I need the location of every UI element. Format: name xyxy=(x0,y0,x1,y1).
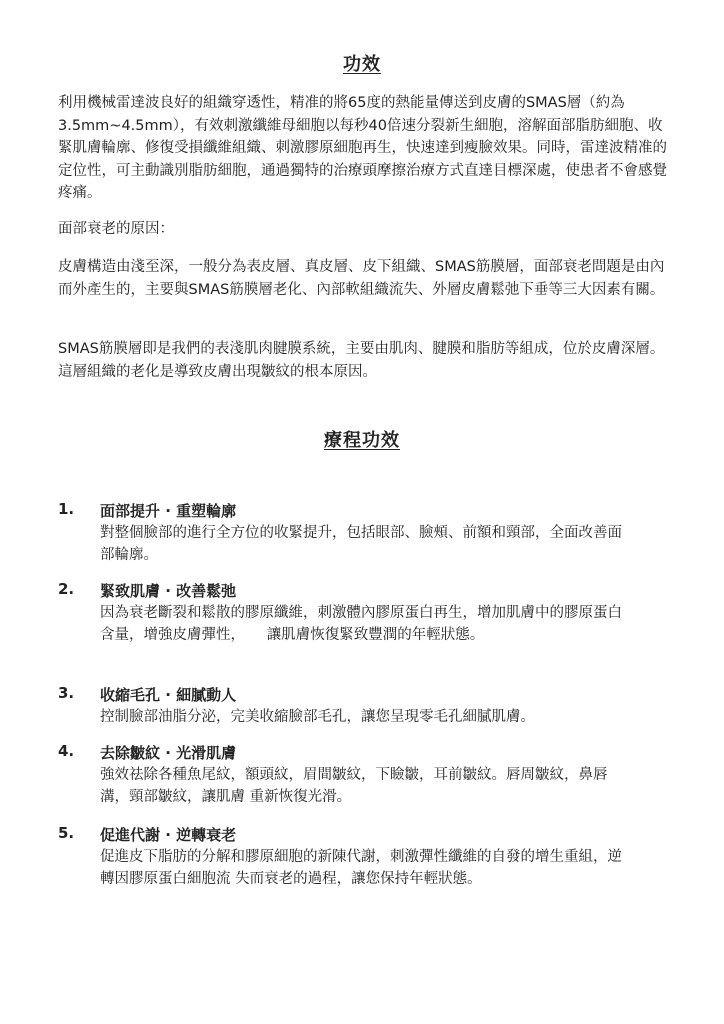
section-title-text: 療程功效 xyxy=(324,430,400,451)
item-body: 促進皮下脂肪的分解和膠原細胞的新陳代謝，刺激彈性纖維的自發的增生重組，逆轉因膠原蛋白細胞流 失而衰老的過程，讓您保持年輕狀態。 xyxy=(100,849,622,887)
item-body: 強效祛除各種魚尾紋，額頭紋，眉間皺紋，下瞼皺，耳前皺紋。唇周皺紋，鼻唇溝，頸部皺紋，讓肌膚 重新恢復光滑。 xyxy=(100,767,608,805)
item-title: 緊致肌膚 · 改善鬆弛 xyxy=(100,582,237,600)
smas-paragraph: SMAS筋膜層即是我們的表淺肌肉腱膜系統，主要由肌肉、腱膜和脂肪等組成，位於皮膚深層。這層組織的老化是導致皮膚出現皺紋的根本原因。 xyxy=(58,341,665,380)
item-title: 面部提升 · 重塑輪廓 xyxy=(100,502,237,520)
item-number: 4. xyxy=(58,742,75,760)
item-number: 1. xyxy=(58,500,75,518)
section-title-treatment xyxy=(0,426,724,452)
item-title: 收縮毛孔 · 細膩動人 xyxy=(100,686,237,704)
item-body: 控制臉部油脂分泌，完美收縮臉部毛孔，讓您呈現零毛孔細膩肌膚。 xyxy=(100,709,535,725)
item-body: 對整個臉部的進行全方位的收緊提升，包括眼部、臉頰、前額和頸部，全面改善面部輪廓。 xyxy=(100,525,622,563)
skin-structure-paragraph: 皮膚構造由淺至深，一般分為表皮層、真皮層、皮下組織、SMAS筋膜層，面部衰老問題是由內而外產生的，主要與SMAS筋膜層老化、內部軟組織流失、外層皮膚鬆弛下垂等三大因素有關。 xyxy=(58,259,665,298)
item-title: 去除皺紋 · 光滑肌膚 xyxy=(100,744,237,762)
item-number: 3. xyxy=(58,684,75,702)
aging-causes-heading: 面部衰老的原因： xyxy=(58,221,174,237)
section-title-text: 功效 xyxy=(343,54,381,75)
intro-paragraph: 利用機械雷達波良好的組織穿透性，精准的將65度的熱能量傳送到皮膚的SMAS層（約為3.5mm~4.5mm），有效刺激纖維母細胞以每秒40倍速分裂新生細胞，溶解面部脂肪細胞、收緊肌膚輪廓、修復受損纖維組織、刺激膠原細胞再生，快速達到瘦臉效果。同時，雷達波精准的定位性，可主動識別脂肪細胞，通過獨特的治療頭摩擦治療方式直達目標深處，使患者不會感覺疼痛。 xyxy=(58,95,667,201)
item-body: 因為衰老斷裂和鬆散的膠原纖維，刺激體內膠原蛋白再生，增加肌膚中的膠原蛋白含量，增強皮膚彈性， 讓肌膚恢復緊致豐潤的年輕狀態。 xyxy=(100,605,622,643)
item-title: 促進代謝 · 逆轉衰老 xyxy=(100,826,237,844)
item-number: 5. xyxy=(58,824,75,842)
section-title-efficacy xyxy=(0,50,724,76)
item-number: 2. xyxy=(58,580,75,598)
